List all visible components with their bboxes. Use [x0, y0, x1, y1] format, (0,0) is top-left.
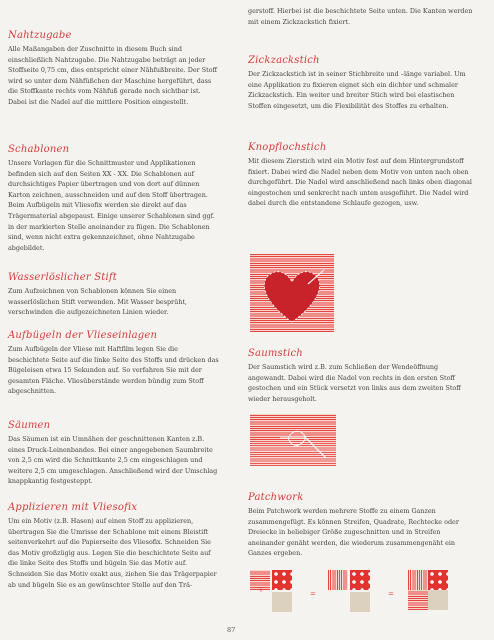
section-title: Patchwork: [248, 492, 304, 503]
section-title: Säumen: [8, 420, 51, 431]
section-text: Unsere Vorlagen für die Schnittmuster und Applikationen befinden sich auf den Seiten XX - XX. Die Schablonen auf durchsichtiges Papier übertragen und von dort auf dünnen Karton zeichnen, ausschneiden und auf den Stoff übertragen. Beim Aufbügeln mit Vliesofix werden sie direkt auf das Trägermaterial abgepaust. Einige unserer Schablonen sind ggf. in der markierten Stelle aneinander zu fügen. Die Schablonen sind, wenn nicht extra gekennzeichnet, ohne Nahtzugabe abgebildet.: [8, 159, 215, 252]
section-nahtzugabe: [8, 30, 220, 108]
plus-symbol: +: [280, 584, 286, 592]
patch-dotted: [428, 570, 448, 590]
section-text: Beim Patchwork werden mehrere Stoffe zu einem Ganzen zusammengefügt. Es können Streifen, Quadrate, Rechtecke oder Dreiecke in beliebiger Größe zugeschnitten und in Streifen aneinander genäht werden, die wiederum zusammengenäht ein Ganzes ergeben.: [248, 507, 459, 558]
section-wasserloeslicher-stift: [8, 272, 220, 318]
section-text: Der Saumstich wird z.B. zum Schließen der Wendeöffnung angewandt. Dabei wird die Nadel von rechts in den ersten Stoff gestochen und ein Stück versetzt von links aus dem zweiten Stoff wieder herausgeholt.: [248, 363, 461, 403]
section-applizieren: [8, 502, 220, 590]
section-title: Knopflochstich: [248, 142, 327, 153]
section-text: Zum Aufzeichnen von Schablonen können Sie einen wasserlöslichen Stift verwenden. Mit Wasser besprüht, verschwinden die aufgezeichneten Linien wieder.: [8, 287, 187, 317]
intro-text: gerstoff. Hierbei ist die beschichtete Seite unten. Die Kanten werden mit einem Zickzackstich fixiert.: [248, 7, 473, 26]
plus-symbol: +: [258, 586, 264, 594]
section-patchwork: [248, 492, 478, 559]
patchwork-diagram: [248, 570, 480, 614]
patch-striped: [408, 570, 428, 590]
section-saeumen: [8, 420, 220, 487]
section-title: Wasserlöslicher Stift: [8, 272, 117, 283]
section-text: Das Säumen ist ein Umnähen der geschnittenen Kanten z.B. eines Druck-Leinenbandes. Bei einer angegebenen Saumbreite von 2,5 cm wird die Schnittkante 2,5 cm eingeschlagen und weitere 2,5 cm umgeschlagen. Anschließend wird der Umschlag knappkantig festgesteppt.: [8, 435, 218, 486]
section-title: Schablonen: [8, 144, 70, 155]
needle-thread-icon: [250, 414, 336, 466]
patch-beige: [428, 590, 448, 610]
patch-striped: [328, 570, 348, 590]
heart-icon: [250, 254, 334, 332]
plus-symbol: +: [358, 584, 364, 592]
equals-symbol: =: [388, 590, 394, 598]
section-text: Der Zickzackstich ist in seiner Stichbreite und –länge variabel. Um eine Applikation zu fixieren eignet sich ein dichter und schmaler Zickzackstich. Ein weiter und breiter Stich wird bei elastischen Stoffen eingesetzt, um die Flexibilität des Stoffes zu erhalten.: [248, 70, 466, 110]
continued-text: [248, 6, 478, 27]
page-number: 87: [227, 626, 236, 634]
section-text: Alle Maßangaben der Zuschnitte in diesem Buch sind einschließlich Nahtzugabe. Die Nahtzugabe beträgt an jeder Stoffseite 0,75 cm, dies entspricht einer Nähfußbreite. Der Stoff wird so unter dem Nähfüßchen der Maschine hergeführt, dass die Stoffkante rechts vom Nähfuß gerade noch sichtbar ist. Dabei ist die Nadel auf die mittlere Position eingestellt.: [8, 45, 218, 106]
section-text: Um ein Motiv (z.B. Hasen) auf einen Stoff zu applizieren, übertragen Sie die Umrisse der Schablone mit einem Bleistift seitenverkehrt auf die Papierseite des Vliesofix. Schneiden Sie das Motiv großzügig aus. Legen Sie die beschichtete Seite auf die linke Seite des Stoffs und bügeln Sie das Motiv auf. Schneiden Sie das Motiv exakt aus, ziehen Sie das Trägerpapier ab und bügeln Sie es an gewünschter Stelle auf den Trä-: [8, 517, 217, 589]
section-schablonen: [8, 144, 220, 253]
saumstich-figure: [250, 414, 336, 466]
section-saumstich: [248, 348, 478, 404]
section-title: Aufbügeln der Vlieseinlagen: [8, 330, 158, 341]
equals-symbol: =: [310, 590, 316, 598]
section-aufbuegeln: [8, 330, 220, 397]
section-title: Zickzackstich: [248, 55, 320, 66]
section-title: Nahtzugabe: [8, 30, 72, 41]
section-text: Zum Aufbügeln der Vliese mit Haftfilm legen Sie die beschichtete Seite auf die linke Seite des Stoffs und drücken das Bügeleisen etwa 15 Sekunden auf. So verfahren Sie mit der gesamten Fläche. Vliesüberstände werden bündig zum Stoff abgeschnitten.: [8, 345, 219, 396]
heart-fabric-figure: [250, 254, 334, 332]
section-title: Saumstich: [248, 348, 303, 359]
section-knopflochstich: [248, 142, 478, 209]
patch-beige: [272, 592, 292, 612]
patch-striped: [408, 590, 428, 610]
section-zickzackstich: [248, 55, 478, 111]
patch-beige: [350, 592, 370, 612]
section-title: Applizieren mit Vliesofix: [8, 502, 138, 513]
section-text: Mit diesem Zierstich wird ein Motiv fest auf dem Hintergrundstoff fixiert. Dabei wird die Nadel neben dem Motiv von unten nach oben durchgeführt. Die Nadel wird anschließend nach links oben diagonal eingestochen und senkrecht nach unten ausgeführt. Die Nadel wird dabei durch die entstandene Schlaufe gezogen, usw.: [248, 157, 472, 208]
